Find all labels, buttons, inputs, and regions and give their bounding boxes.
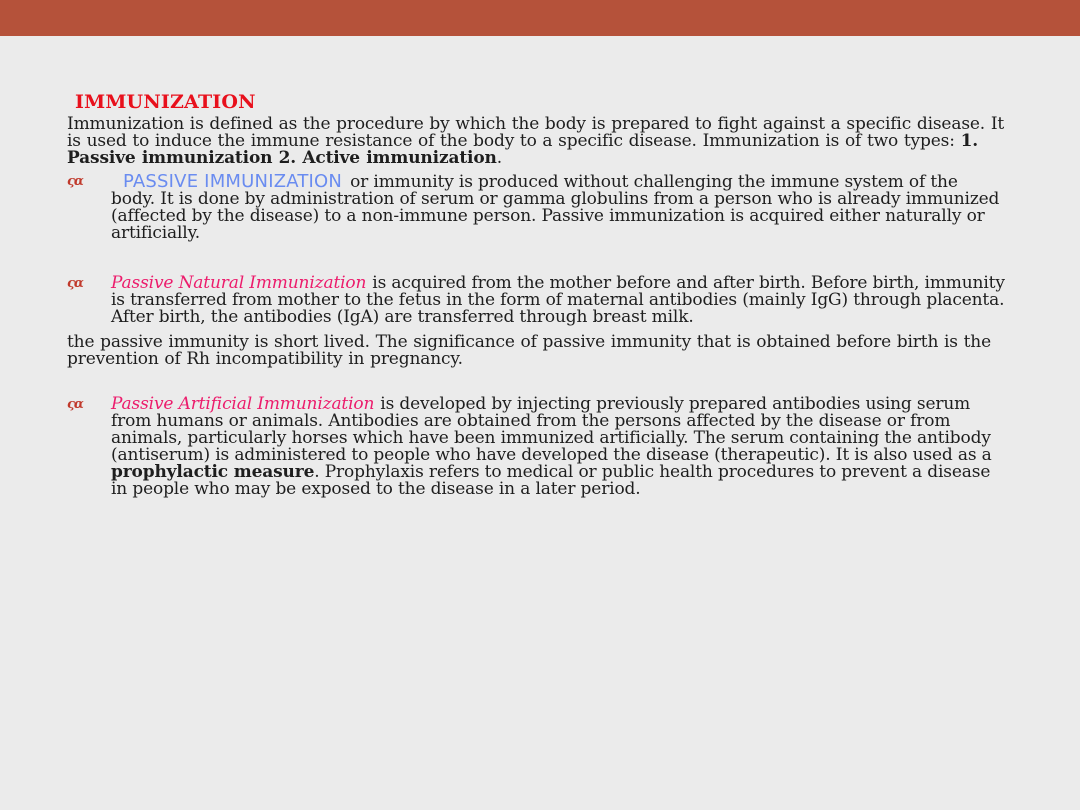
passive-artificial-term: Passive Artificial Immunization: [111, 394, 375, 414]
passive-artificial-text-end: . Prophylaxis refers to medical or public health procedures to prevent a disease in people who may be exposed to the disease in a later period.: [111, 462, 991, 499]
intro-text: Immunization is defined as the procedure by which the body is prepared to fight against a specific disease. It is used to induce the immune resistance of the body to a specific disease. Immunization is of two types:: [67, 114, 1005, 151]
immunization-types: 1. Passive immunization 2. Active immunization: [67, 131, 979, 168]
bullet-passive-natural: [67, 275, 1007, 326]
slide-heading: IMMUNIZATION: [75, 91, 256, 113]
passive-natural-term: Passive Natural Immunization: [111, 273, 367, 293]
bullet-icon: ςα: [67, 174, 83, 189]
intro-end: .: [496, 148, 502, 168]
passive-natural-text: is acquired from the mother before and after birth. Before birth, immunity is transferred from mother to the fetus in the form of maternal antibodies (mainly IgG) through placenta. After birth, the antibodies (IgA) are transferred through breast milk.: [111, 273, 1005, 327]
bullet-icon: ςα: [67, 397, 83, 412]
intro-paragraph: [67, 116, 1007, 167]
bullet-passive-artificial: [67, 396, 1007, 498]
slide: [0, 36, 1080, 810]
bullet-passive-immunization: [67, 173, 1007, 242]
passive-artificial-text: is developed by injecting previously prepared antibodies using serum from humans or animals. Antibodies are obtained from the persons affected by the disease or from animals, particularly horses which have been immunized artificially. The serum containing the antibody (antiserum) is administered to people who have developed the disease (therapeutic). It is also used as a: [111, 394, 992, 465]
passive-immunization-text: or immunity is produced without challenging the immune system of the body. It is done by administration of serum or gamma globulins from a person who is already immunized (affected by the disease) to a non-immune person. Passive immunization is acquired either naturally or artificially.: [111, 172, 1000, 243]
slide-content: [67, 90, 1007, 498]
passive-immunization-title: PASSIVE IMMUNIZATION: [123, 171, 343, 192]
short-lived-note: the passive immunity is short lived. The significance of passive immunity that is obtained before birth is the prevention of Rh incompatibility in pregnancy.: [67, 332, 992, 369]
top-accent-bar: [0, 0, 1080, 36]
bullet-icon: ςα: [67, 276, 83, 291]
prophylactic-measure: prophylactic measure: [111, 462, 315, 482]
